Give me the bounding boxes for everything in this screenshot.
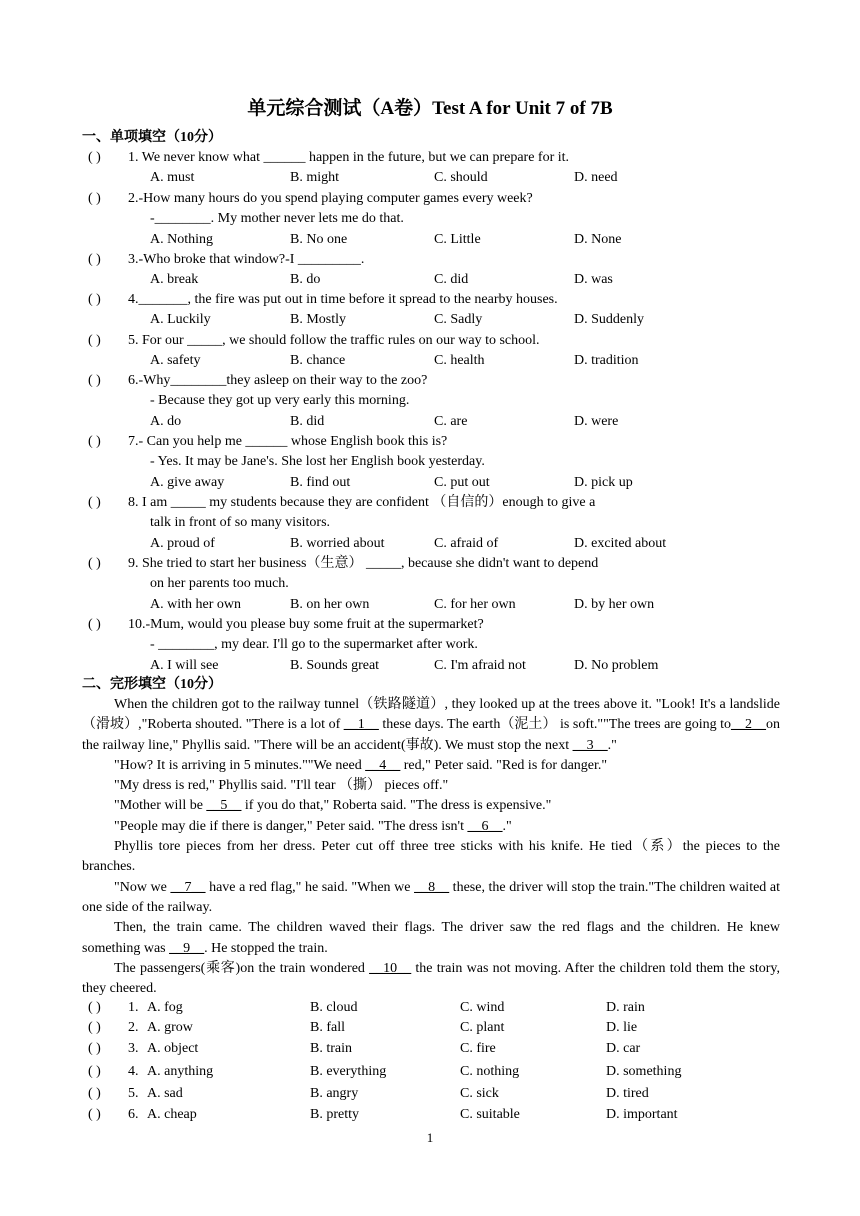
option-b: B. pretty [310,1107,359,1122]
cloze-blank: __4__ [365,757,401,773]
passage-text: red," Peter said. "Red is for danger." [400,757,608,773]
question-subline: on her parents too much. [150,576,289,592]
question-stem: 3.-Who broke that window?-I _________. [128,252,365,267]
option-a: A. fog [147,1000,183,1015]
question-stem: 7.- Can you help me ______ whose English book this is? [128,434,448,449]
passage-paragraph [82,695,780,756]
cloze-blank: __7__ [170,879,206,895]
passage-text: these, the driver will stop the train."The children waited at one side of the railway. [82,879,780,915]
question-stem: 5. For our _____, we should follow the traffic rules on our way to school. [128,333,540,348]
passage-text: "People may die if there is danger," Peter said. "The dress isn't [114,818,468,834]
option-d: D. lie [606,1020,638,1035]
passage-text: . He stopped the train. [204,940,328,956]
option-d: D. was [574,272,613,288]
cloze-item-number: 4. [128,1064,139,1079]
passage-paragraph [82,776,780,796]
cloze-blank: __5__ [206,798,242,814]
passage-text: have a red flag," he said. "When we [205,879,415,895]
option-a: A. sad [147,1086,183,1101]
answer-paren: ( ) [88,1000,101,1015]
option-a: A. with her own [150,596,241,612]
option-a: A. do [150,413,182,429]
option-b: B. worried about [290,535,385,551]
passage-text: "How? It is arriving in 5 minutes.""We need [114,757,366,773]
option-a: A. break [150,272,199,288]
question-subline: talk in front of so many visitors. [150,515,331,531]
option-d: D. tradition [574,353,639,369]
answer-paren: ( ) [88,333,101,348]
passage-text: Phyllis tore pieces from her dress. Peter cut off three tree sticks with his knife. He tied（系）the pieces to the branches. [82,839,780,875]
question-stem: 4._______, the fire was put out in time before it spread to the nearby houses. [128,292,558,307]
option-c: C. put out [434,474,490,490]
section-1-heading: 一、单项填空（10分） [82,130,222,145]
option-c: C. sick [460,1086,499,1101]
cloze-blank: __8__ [414,879,450,895]
option-d: D. important [606,1107,678,1122]
option-c: C. Little [434,231,481,247]
option-c: C. fire [460,1041,496,1056]
option-d: D. excited about [574,535,667,551]
answer-paren: ( ) [88,1064,101,1079]
answer-paren: ( ) [88,252,101,267]
passage-paragraph [82,878,780,919]
section-2-heading: 二、完形填空（10分） [82,677,222,692]
question-subline: - ________, my dear. I'll go to the supermarket after work. [150,637,478,653]
answer-paren: ( ) [88,150,101,165]
passage-text: ." [502,818,512,834]
option-a: A. proud of [150,535,215,551]
option-a: A. anything [147,1064,214,1079]
option-c: C. suitable [460,1107,520,1122]
option-b: B. train [310,1041,352,1056]
option-b: B. on her own [290,596,370,612]
passage-paragraph [82,756,780,776]
option-c: C. are [434,413,468,429]
cloze-blank: __6__ [467,818,503,834]
answer-paren: ( ) [88,495,101,510]
option-a: A. Nothing [150,231,213,247]
cloze-blank: __10__ [369,960,412,976]
cloze-item-number: 6. [128,1107,139,1122]
option-c: C. I'm afraid not [434,657,526,673]
option-c: C. nothing [460,1064,520,1079]
option-c: C. health [434,353,485,369]
answer-paren: ( ) [88,1041,101,1056]
option-a: A. cheap [147,1107,197,1122]
passage-paragraph [82,796,780,816]
option-d: D. were [574,413,619,429]
page-number: 1 [426,1130,434,1145]
answer-paren: ( ) [88,617,101,632]
passage-text: Then, the train came. The children waved their flags. The driver saw the red flags and the children. He knew something was [82,920,780,956]
option-b: B. did [290,413,325,429]
option-b: B. do [290,272,321,288]
option-d: D. tired [606,1086,649,1101]
page-title: 单元综合测试（A卷）Test A for Unit 7 of 7B [247,98,613,119]
option-c: C. for her own [434,596,516,612]
answer-paren: ( ) [88,556,101,571]
option-a: A. give away [150,474,225,490]
cloze-item-number: 5. [128,1086,139,1101]
cloze-blank: __2__ [731,717,766,733]
question-stem: 6.-Why________they asleep on their way to the zoo? [128,373,428,388]
passage-text: ." [607,737,617,753]
answer-paren: ( ) [88,1086,101,1101]
passage-text: When the children got to the railway tunnel（铁路隧道）, they looked up at the trees above it. "Look! It's a landslide（滑坡）,"Roberta shouted. "There is a lot of [82,697,780,733]
passage-text: "Mother will be [114,798,207,814]
option-b: B. might [290,170,340,186]
option-b: B. everything [310,1064,387,1079]
option-c: C. wind [460,1000,505,1015]
option-a: A. safety [150,353,201,369]
option-b: B. No one [290,231,348,247]
question-stem: 2.-How many hours do you spend playing computer games every week? [128,191,533,206]
question-stem: 9. She tried to start her business（生意） _____, because she didn't want to depend [128,556,599,571]
option-d: D. rain [606,1000,645,1015]
question-stem: 10.-Mum, would you please buy some fruit at the supermarket? [128,617,484,632]
option-c: C. did [434,272,469,288]
option-a: A. must [150,170,195,186]
cloze-item-number: 2. [128,1020,139,1035]
question-subline: - Yes. It may be Jane's. She lost her English book yesterday. [150,454,485,470]
option-a: A. grow [147,1020,193,1035]
answer-paren: ( ) [88,1107,101,1122]
question-subline: -________. My mother never lets me do that. [150,211,404,227]
passage-paragraph [82,837,780,878]
answer-paren: ( ) [88,434,101,449]
cloze-blank: __1__ [343,717,379,733]
passage-paragraph [82,918,780,959]
option-c: C. plant [460,1020,505,1035]
passage-text: "Now we [114,879,171,895]
option-b: B. find out [290,474,351,490]
cloze-item-number: 1. [128,1000,139,1015]
passage-paragraph [82,817,780,837]
option-d: D. None [574,231,622,247]
passage-text: these days. The earth（泥土） is soft.""The trees are going to [378,717,731,733]
option-c: C. Sadly [434,312,483,328]
option-a: A. I will see [150,657,219,673]
question-stem: 1. We never know what ______ happen in the future, but we can prepare for it. [128,150,570,165]
option-a: A. object [147,1041,199,1056]
passage-text: The passengers(乘客)on the train wondered [114,960,370,976]
passage-text: if you do that," Roberta said. "The dress is expensive." [241,798,552,814]
option-c: C. afraid of [434,535,499,551]
option-d: D. pick up [574,474,633,490]
answer-paren: ( ) [88,1020,101,1035]
question-subline: - Because they got up very early this morning. [150,393,410,409]
cloze-blank: __3__ [572,737,608,753]
option-b: B. chance [290,353,346,369]
cloze-item-number: 3. [128,1041,139,1056]
answer-paren: ( ) [88,292,101,307]
cloze-blank: __9__ [169,940,205,956]
option-d: D. Suddenly [574,312,644,328]
option-c: C. should [434,170,488,186]
option-d: D. something [606,1064,682,1079]
passage-text: on the railway line," Phyllis said. "There will be an accident(事故). We must stop the next [82,717,780,753]
answer-paren: ( ) [88,373,101,388]
option-b: B. angry [310,1086,359,1101]
option-d: D. No problem [574,657,659,673]
option-b: B. Mostly [290,312,347,328]
passage-text: the train was not moving. After the children told them the story, they cheered. [82,960,780,997]
cloze-passage [82,695,780,999]
question-stem: 8. I am _____ my students because they are confident （自信的）enough to give a [128,495,596,510]
option-b: B. cloud [310,1000,358,1015]
answer-paren: ( ) [88,191,101,206]
option-a: A. Luckily [150,312,211,328]
passage-text: "My dress is red," Phyllis said. "I'll tear （撕） pieces off." [114,778,449,794]
option-b: B. Sounds great [290,657,380,673]
option-b: B. fall [310,1020,345,1035]
option-d: D. car [606,1041,641,1056]
option-d: D. by her own [574,596,655,612]
passage-paragraph [82,959,780,1000]
option-d: D. need [574,170,618,186]
